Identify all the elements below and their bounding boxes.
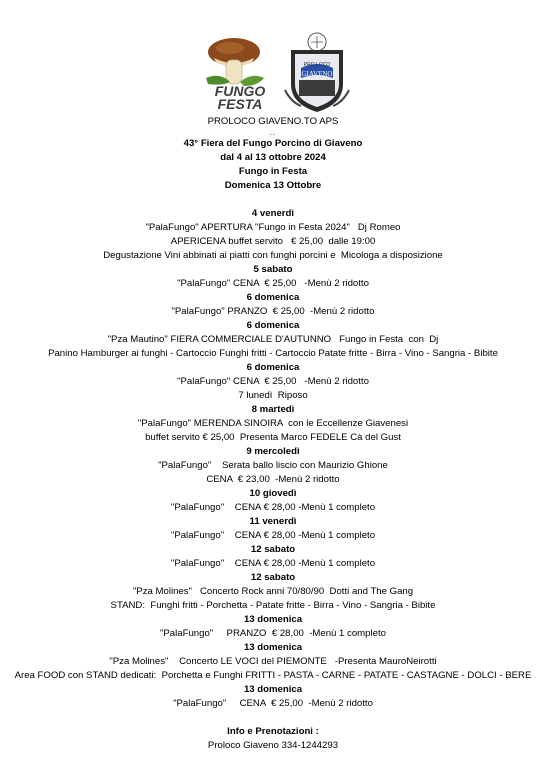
event-document	[0, 115, 546, 753]
event-line: "PalaFungo" CENA € 25,00 -Menù 2 ridotto	[177, 278, 369, 289]
event-line: STAND: Funghi fritti - Porchetta - Patate fritte - Birra - Vino - Sangria - Bibite	[110, 600, 436, 611]
day-block	[0, 571, 546, 613]
event-line: "PalaFungo" Serata ballo liscio con Maurizio Ghione	[158, 460, 388, 471]
day-block	[0, 361, 546, 403]
fungo-logo-text-2: FESTA	[217, 96, 263, 112]
day-heading: 4 venerdì	[251, 208, 295, 219]
info-label: Info e Prenotazioni :	[227, 726, 319, 737]
day-block	[0, 613, 546, 641]
event-line: Area FOOD con STAND dedicati: Porchetta e Funghi FRITTI - PASTA - CARNE - PATATE - CASTAGNE - DOLCI - BERE	[14, 670, 532, 681]
day-heading: 12 sabato	[250, 544, 296, 555]
proloco-crest-text-main: GIAVENO	[301, 70, 333, 78]
day-heading: 10 giovedì	[249, 488, 297, 499]
day-heading: 6 domenica	[246, 320, 300, 331]
fungo-festa-logo	[200, 32, 278, 112]
event-line: buffet servito € 25,00 Presenta Marco FEDELE Cà del Gust	[145, 432, 401, 443]
day-block	[0, 641, 546, 683]
proloco-crest-text-top: PRO LOCO	[303, 62, 331, 68]
event-name: Fungo in Festa	[238, 166, 308, 177]
day-heading: 12 sabato	[250, 572, 296, 583]
day-heading: 6 domenica	[246, 292, 300, 303]
day-block	[0, 683, 546, 711]
day-heading: 6 domenica	[246, 362, 300, 373]
event-line: CENA € 23,00 -Menù 2 ridotto	[206, 474, 340, 485]
day-block	[0, 515, 546, 543]
event-title: 43° Fiera del Fungo Porcino di Giaveno	[183, 138, 363, 149]
day-heading: 5 sabato	[253, 264, 293, 275]
day-block	[0, 291, 546, 319]
event-line: "Pza Molines" Concerto LE VOCI del PIEMONTE -Presenta MauroNeirotti	[109, 656, 437, 667]
day-block	[0, 543, 546, 571]
event-closing-day: Domenica 13 Ottobre	[224, 180, 322, 191]
spacer	[0, 711, 546, 725]
fungo-logo-text-1: FUNGO	[214, 83, 266, 99]
event-line: "PalaFungo" CENA € 28,00 -Menù 1 completo	[170, 558, 376, 569]
event-line: "PalaFungo" CENA € 28,00 -Menù 1 completo	[170, 502, 376, 513]
logo-area	[0, 32, 546, 114]
event-line: "PalaFungo" CENA € 25,00 -Menù 2 ridotto	[173, 698, 373, 709]
day-heading: 8 martedì	[251, 404, 295, 415]
event-line: "Pza Mautino" FIERA COMMERCIALE D'AUTUNNO Fungo in Festa con Dj	[107, 334, 439, 345]
event-line: Panino Hamburger ai funghi - Cartoccio Funghi fritti - Cartoccio Patate fritte - Birra - Vino - Sangria - Bibite	[48, 348, 498, 359]
day-block	[0, 207, 546, 263]
event-dates: dal 4 al 13 ottobre 2024	[220, 152, 326, 163]
event-line: APERICENA buffet servito € 25,00 dalle 19:00	[170, 236, 376, 247]
day-block	[0, 445, 546, 487]
event-line: "PalaFungo" CENA € 25,00 -Menù 2 ridotto	[177, 376, 369, 387]
spacer	[0, 193, 546, 207]
separator-dots: ..	[269, 128, 277, 137]
day-heading: 13 domenica	[243, 642, 303, 653]
event-line: "PalaFungo" MERENDA SINOIRA con le Eccellenze Giavenesi	[137, 418, 409, 429]
day-block	[0, 319, 546, 361]
event-line: "PalaFungo" PRANZO € 28,00 -Menù 1 completo	[160, 628, 386, 639]
day-block	[0, 263, 546, 291]
event-line: Degustazione Vini abbinati ai piatti con funghi porcini e Micologa a disposizione	[103, 250, 443, 261]
day-heading: 11 venerdì	[249, 516, 297, 527]
day-heading: 13 domenica	[243, 684, 303, 695]
event-line: "PalaFungo" CENA € 28,00 -Menù 1 completo	[170, 530, 376, 541]
contact-phone: Proloco Giaveno 334-1244293	[207, 740, 339, 751]
proloco-giaveno-crest	[281, 32, 353, 114]
event-line: 7 lunedì Riposo	[238, 390, 308, 401]
event-line: "PalaFungo" PRANZO € 25,00 -Menù 2 ridotto	[171, 306, 375, 317]
event-line: "Pza Molines" Concerto Rock anni 70/80/90 Dotti and The Gang	[132, 586, 414, 597]
day-block	[0, 403, 546, 445]
day-heading: 13 domenica	[243, 614, 303, 625]
event-line: "PalaFungo" APERTURA "Fungo in Festa 2024" Dj Romeo	[145, 222, 401, 233]
organization-name: PROLOCO GIAVENO.TO APS	[207, 116, 339, 127]
day-block	[0, 487, 546, 515]
day-heading: 9 mercoledì	[246, 446, 300, 457]
